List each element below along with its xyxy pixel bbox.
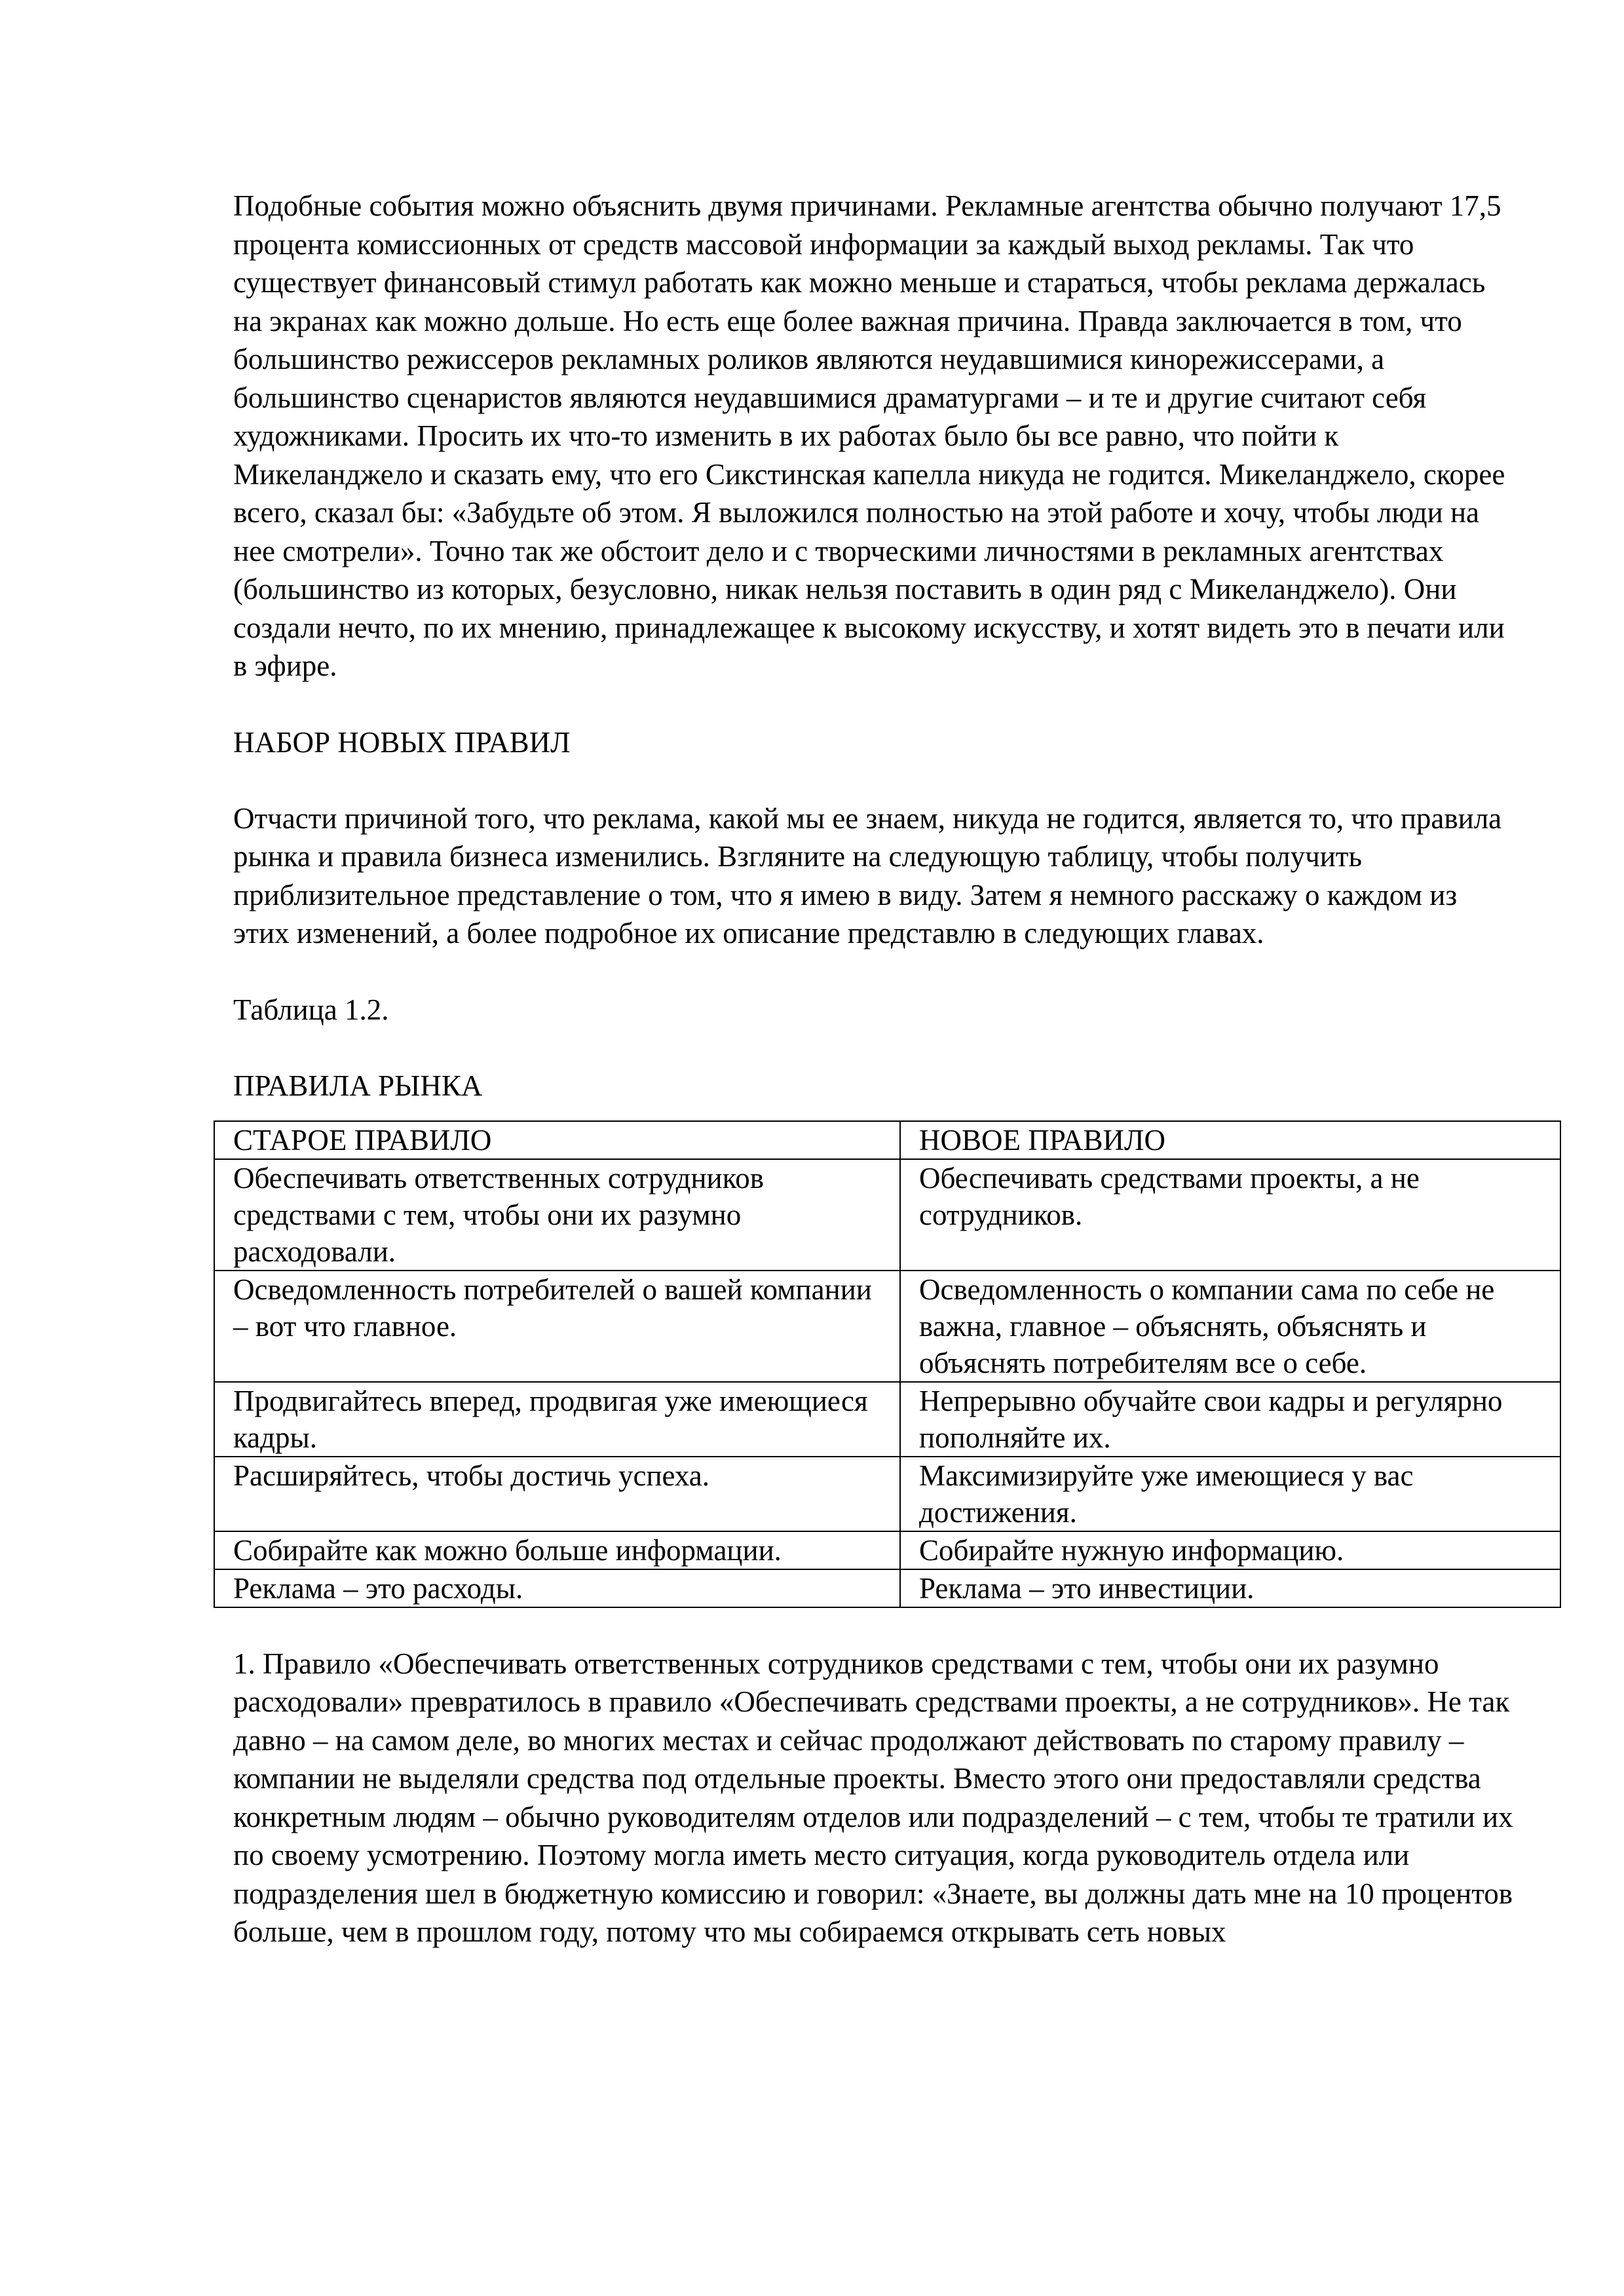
spacer bbox=[233, 685, 1517, 723]
table-caption: Таблица 1.2. bbox=[233, 993, 389, 1026]
rules-table bbox=[214, 1120, 1561, 1608]
paragraph-rule-1: 1. Правило «Обеспечивать ответственных сотрудников средствами с тем, чтобы они их разумно расходовали» превратилось в правило «Обеспечивать средствами проекты, а не сотрудников». Не так давно – на самом деле, во многих местах и сейчас продолжают действовать по старому правилу – компании не выделяли средства под отдельные проекты. Вместо этого они предоставляли средства конкретным людям – обычно руководителям отделов или подразделений – с тем, чтобы те тратили их по своему усмотрению. Поэтому могла иметь место ситуация, когда руководитель отдела или подразделения шел в бюджетную комиссию и говорил: «Знаете, вы должны дать мне на 10 процентов больше, чем в прошлом году, потому что мы собираемся открывать сеть новых bbox=[233, 1647, 1513, 1948]
table-row bbox=[214, 1569, 1560, 1607]
paragraph-intro-rules: Отчасти причиной того, что реклама, какой мы ее знаем, никуда не годится, является то, что правила рынка и правила бизнеса изменились. Взгляните на следующую таблицу, чтобы получить приблизительное представление о том, что я имею в виду. Затем я немного расскажу о каждом из этих изменений, а более подробное их описание представлю в следующих главах. bbox=[233, 801, 1502, 949]
table-row bbox=[214, 1382, 1560, 1457]
table-row bbox=[214, 1457, 1560, 1531]
old-rule-cell: Реклама – это расходы. bbox=[214, 1569, 900, 1607]
new-rule-cell: Непрерывно обучайте свои кадры и регулярно пополняйте их. bbox=[900, 1382, 1560, 1457]
old-rule-cell: Обеспечивать ответственных сотрудников средствами с тем, чтобы они их разумно расходовали. bbox=[214, 1159, 900, 1271]
new-rule-cell: Максимизируйте уже имеющиеся у вас достижения. bbox=[900, 1457, 1560, 1531]
table-title: ПРАВИЛА РЫНКА bbox=[233, 1069, 483, 1102]
table-row bbox=[214, 1531, 1560, 1569]
new-rule-cell: Собирайте нужную информацию. bbox=[900, 1531, 1560, 1569]
new-rule-cell: Реклама – это инвестиции. bbox=[900, 1569, 1560, 1607]
document-page bbox=[233, 187, 1517, 1951]
new-rule-cell: Осведомленность о компании сама по себе не важна, главное – объяснять, объяснять и объяснять потребителям все о себе. bbox=[900, 1271, 1560, 1382]
spacer bbox=[233, 1608, 1517, 1645]
header-new-rule: НОВОЕ ПРАВИЛО bbox=[900, 1121, 1560, 1159]
table-header-row bbox=[214, 1121, 1560, 1159]
table-row bbox=[214, 1271, 1560, 1382]
spacer bbox=[233, 1105, 1517, 1120]
old-rule-cell: Собирайте как можно больше информации. bbox=[214, 1531, 900, 1569]
old-rule-cell: Расширяйтесь, чтобы достичь успеха. bbox=[214, 1457, 900, 1531]
spacer bbox=[233, 1029, 1517, 1067]
section-heading: НАБОР НОВЫХ ПРАВИЛ bbox=[233, 725, 571, 759]
table-row bbox=[214, 1159, 1560, 1271]
spacer bbox=[233, 953, 1517, 991]
paragraph-reasons: Подобные события можно объяснить двумя причинами. Рекламные агентства обычно получают 17,5 процента комиссионных от средств массовой информации за каждый выход рекламы. Так что существует финансовый стимул работать как можно меньше и стараться, чтобы реклама держалась на экранах как можно дольше. Но есть еще более важная причина. Правда заключается в том, что большинство режиссеров рекламных роликов являются неудавшимися кинорежиссерами, а большинство сценаристов являются неудавшимися драматургами – и те и другие считают себя художниками. Просить их что-то изменить в их работах было бы все равно, что пойти к Микеланджело и сказать ему, что его Сикстинская капелла никуда не годится. Микеланджело, скорее всего, сказал бы: «Забудьте об этом. Я выложился полностью на этой работе и хочу, чтобы люди на нее смотрели». Точно так же обстоит дело и с творческими личностями в рекламных агентствах (большинство из которых, безусловно, никак нельзя поставить в один ряд с Микеланджело). Они создали нечто, по их мнению, принадлежащее к высокому искусству, и хотят видеть это в печати или в эфире. bbox=[233, 189, 1505, 682]
old-rule-cell: Осведомленность потребителей о вашей компании – вот что главное. bbox=[214, 1271, 900, 1382]
header-old-rule: СТАРОЕ ПРАВИЛО bbox=[214, 1121, 900, 1159]
new-rule-cell: Обеспечивать средствами проекты, а не сотрудников. bbox=[900, 1159, 1560, 1271]
spacer bbox=[233, 761, 1517, 799]
old-rule-cell: Продвигайтесь вперед, продвигая уже имеющиеся кадры. bbox=[214, 1382, 900, 1457]
